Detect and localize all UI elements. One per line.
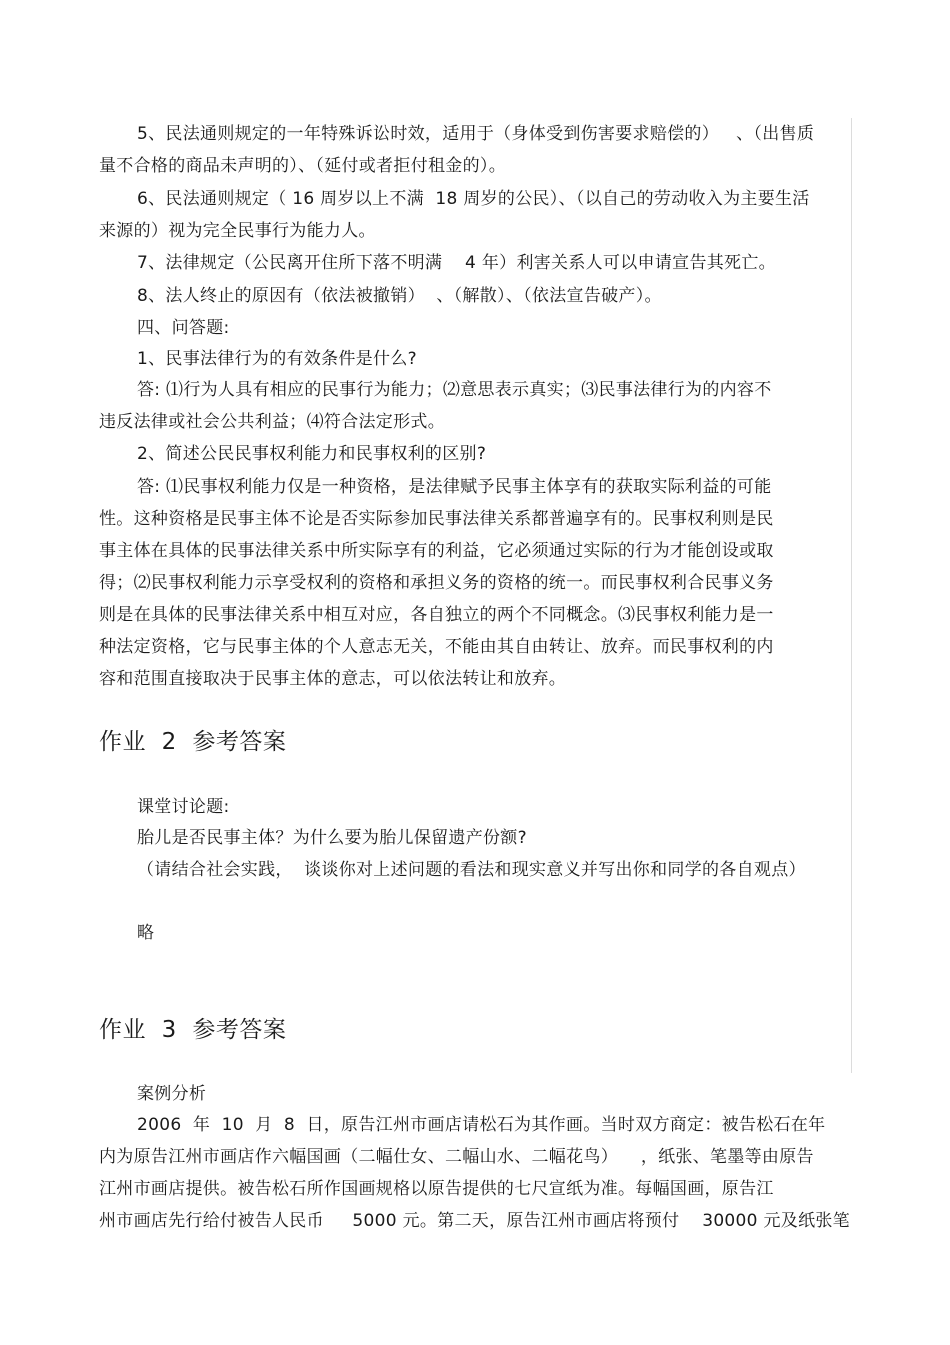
hw3-heading: 作业 3 参考答案 <box>99 1017 287 1043</box>
question-2: 2、简述公民民事权利能力和民事权利的区别? <box>137 444 487 464</box>
item-5-line-1: 5、民法通则规定的一年特殊诉讼时效，适用于（身体受到伤害要求赔偿的） 、（出售质 <box>137 124 815 144</box>
item-8-line: 8、法人终止的原因有（依法被撤销） 、（解散）、（依法宣告破产）。 <box>137 286 662 306</box>
answer-1-line-2: 违反法律或社会公共利益；⑷符合法定形式。 <box>99 412 445 432</box>
answer-1-line-1: 答: ⑴行为人具有相应的民事行为能力；⑵意思表示真实；⑶民事法律行为的内容不 <box>137 380 772 400</box>
hw2-heading: 作业 2 参考答案 <box>99 729 287 755</box>
answer-2-line-3: 事主体在具体的民事法律关系中所实际享有的利益，它必须通过实际的行为才能创设或取 <box>99 541 774 561</box>
hw2-question: 胎儿是否民事主体？为什么要为胎儿保留遗产份额? <box>137 828 527 848</box>
item-6-line-1: 6、民法通则规定（ 16 周岁以上不满 18 周岁的公民）、（以自己的劳动收入为主要生活 <box>137 189 810 209</box>
answer-2-line-7: 容和范围直接取决于民事主体的意志，可以依法转让和放弃。 <box>99 669 567 689</box>
item-7-line: 7、法律规定（公民离开住所下落不明满 4 年）利害关系人可以申请宣告其死亡。 <box>137 253 776 273</box>
answer-2-line-2: 性。这种资格是民事主体不论是否实际参加民事法律关系都普遍享有的。民事权利则是民 <box>99 509 774 529</box>
hw2-answer: 略 <box>137 923 155 943</box>
answer-2-line-5: 则是在具体的民事法律关系中相互对应，各自独立的两个不同概念。⑶民事权利能力是一 <box>99 605 774 625</box>
hw2-instruction: （请结合社会实践， 谈谈你对上述问题的看法和现实意义并写出你和同学的各自观点） <box>137 860 806 880</box>
answer-2-line-4: 得；⑵民事权利能力示享受权利的资格和承担义务的资格的统一。而民事权利合民事义务 <box>99 573 774 593</box>
hw3-case-line-4: 州市画店先行给付被告人民币 5000 元。第二天，原告江州市画店将预付 30000 元及纸张笔 <box>99 1211 850 1231</box>
hw3-case-line-3: 江州市画店提供。被告松石所作国画规格以原告提供的七尺宣纸为准。每幅国画，原告江 <box>99 1179 774 1199</box>
hw3-case-line-1: 2006 年 10 月 8 日，原告江州市画店请松石为其作画。当时双方商定：被告松石在年 <box>137 1115 826 1135</box>
item-6-line-2: 来源的）视为完全民事行为能力人。 <box>99 221 376 241</box>
hw3-case-title: 案例分析 <box>137 1084 207 1104</box>
question-1: 1、民事法律行为的有效条件是什么? <box>137 349 417 369</box>
hw3-case-line-2: 内为原告江州市画店作六幅国画（二幅仕女、二幅山水、二幅花鸟） ，纸张、笔墨等由原告 <box>99 1147 814 1167</box>
right-margin-rule <box>851 118 852 1073</box>
answer-2-line-1: 答: ⑴民事权利能力仅是一种资格，是法律赋予民事主体享有的获取实际利益的可能 <box>137 477 772 497</box>
answer-2-line-6: 种法定资格，它与民事主体的个人意志无关，不能由其自由转让、放弃。而民事权利的内 <box>99 637 774 657</box>
qa-section-title: 四、问答题: <box>137 318 230 338</box>
hw2-discussion-title: 课堂讨论题: <box>137 797 230 817</box>
item-5-line-2: 量不合格的商品未声明的）、（延付或者拒付租金的）。 <box>99 156 506 176</box>
